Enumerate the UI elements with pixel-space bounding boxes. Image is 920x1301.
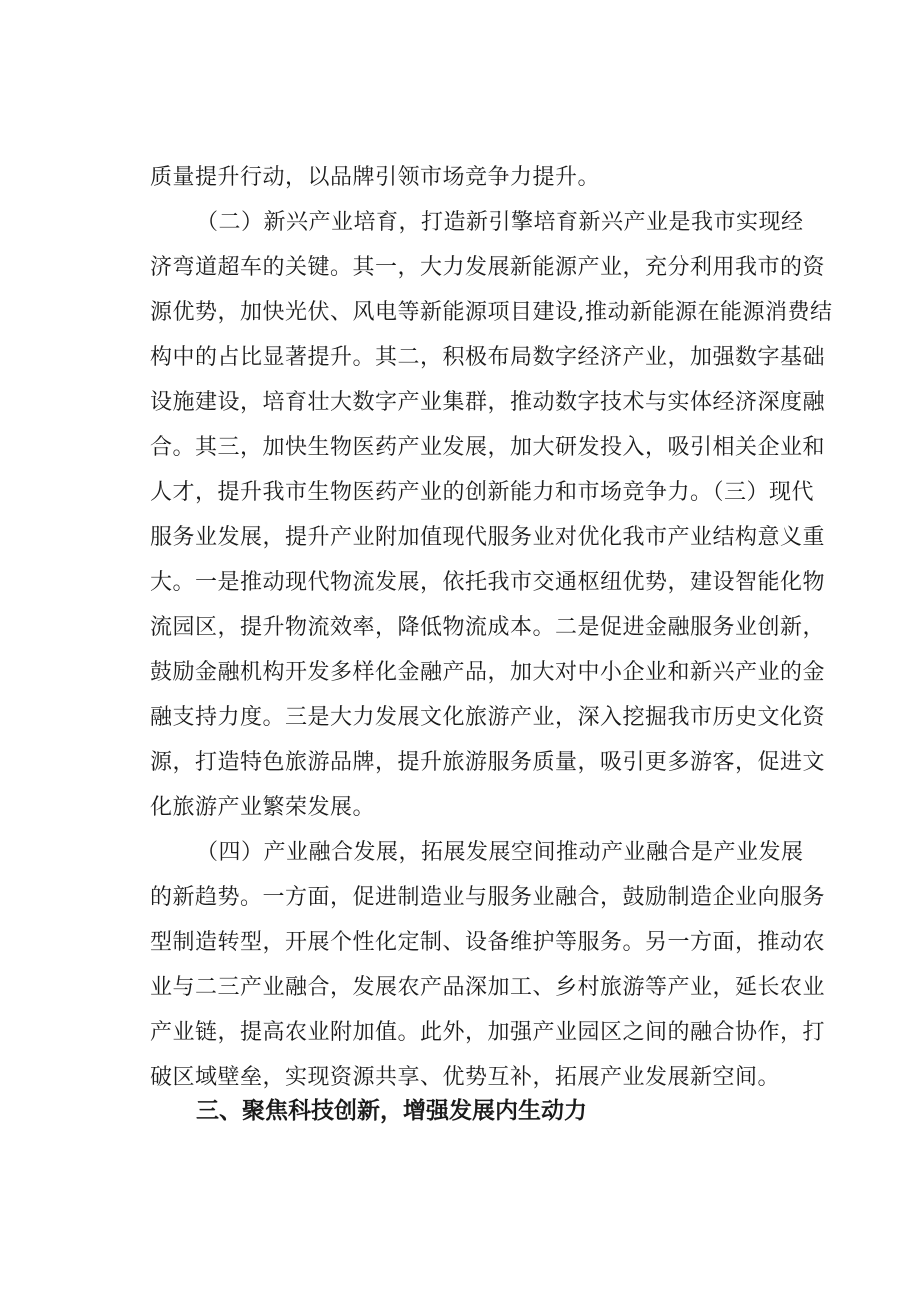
body-line: 流园区，提升物流效率，降低物流成本。二是促进金融服务业创新， bbox=[150, 615, 826, 640]
body-line: 业与二三产业融合，发展农产品深加工、乡村旅游等产业，延长农业 bbox=[150, 975, 826, 1000]
body-line: 鼓励金融机构开发多样化金融产品，加大对中小企业和新兴产业的金 bbox=[150, 660, 826, 685]
body-line: 产业链，提高农业附加值。此外，加强产业园区之间的融合协作，打 bbox=[150, 1020, 826, 1045]
body-line: 大。一是推动现代物流发展，依托我市交通枢纽优势，建设智能化物 bbox=[150, 570, 826, 595]
paragraph-first-line: （二）新兴产业培育，打造新引擎培育新兴产业是我市实现经 bbox=[196, 210, 804, 235]
body-line: 设施建设，培育壮大数字产业集群，推动数字技术与实体经济深度融 bbox=[150, 390, 826, 415]
section-heading: 三、聚焦科技创新，增强发展内生动力 bbox=[196, 1098, 587, 1124]
body-line: 源，打造特色旅游品牌，提升旅游服务质量，吸引更多游客，促进文 bbox=[150, 750, 826, 775]
body-line: 合。其三，加快生物医药产业发展，加大研发投入，吸引相关企业和 bbox=[150, 435, 826, 460]
body-line: 源优势，加快光伏、风电等新能源项目建设,推动新能源在能源消费结 bbox=[150, 300, 833, 325]
body-line: 破区域壁垒，实现资源共享、优势互补，拓展产业发展新空间。 bbox=[150, 1065, 781, 1090]
body-line: 融支持力度。三是大力发展文化旅游产业，深入挖掘我市历史文化资 bbox=[150, 705, 826, 730]
body-line: 的新趋势。一方面，促进制造业与服务业融合，鼓励制造企业向服务 bbox=[150, 885, 826, 910]
body-line: 济弯道超车的关键。其一，大力发展新能源产业，充分利用我市的资 bbox=[150, 255, 826, 280]
body-line: 人才，提升我市生物医药产业的创新能力和市场竞争力。（三）现代 bbox=[150, 480, 815, 505]
body-line: 构中的占比显著提升。其二，积极布局数字经济产业，加强数字基础 bbox=[150, 345, 826, 370]
body-line: 化旅游产业繁荣发展。 bbox=[150, 795, 376, 820]
body-line: 型制造转型，开展个性化定制、设备维护等服务。另一方面，推动农 bbox=[150, 930, 826, 955]
body-line: 质量提升行动，以品牌引领市场竞争力提升。 bbox=[150, 165, 601, 190]
paragraph-first-line: （四）产业融合发展，拓展发展空间推动产业融合是产业发展 bbox=[196, 840, 804, 865]
body-line: 服务业发展，提升产业附加值现代服务业对优化我市产业结构意义重 bbox=[150, 525, 826, 550]
